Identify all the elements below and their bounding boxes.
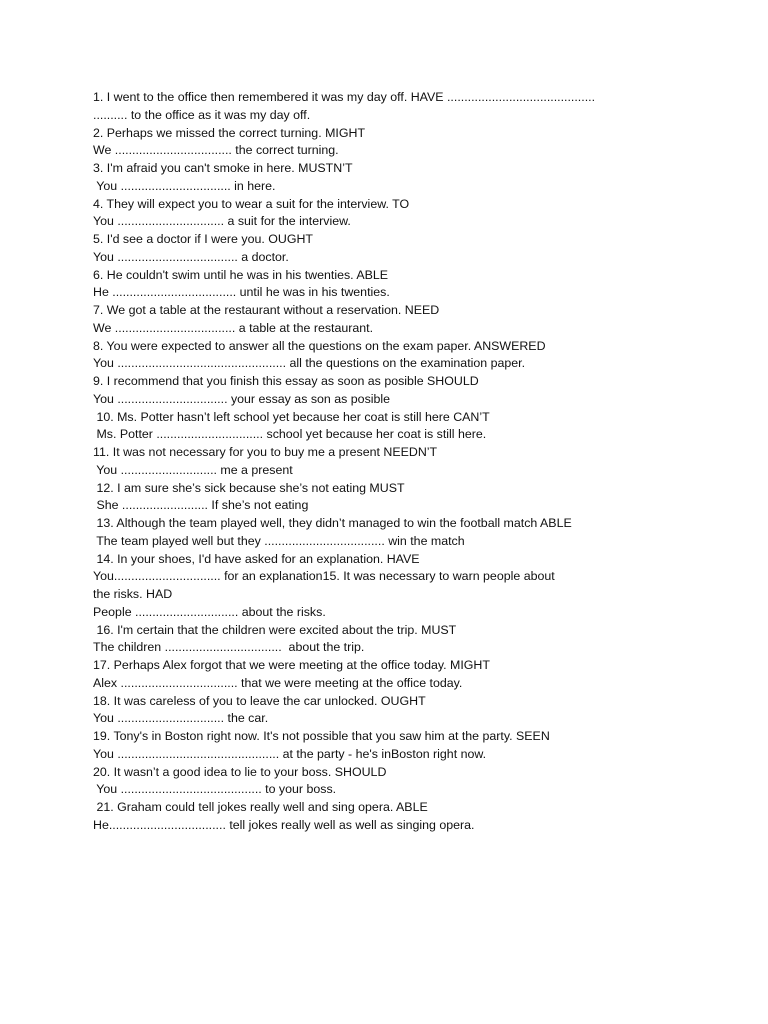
text-line: You ................................ in here.	[93, 178, 276, 193]
text-line: 17. Perhaps Alex forgot that we were meeting at the office today. MIGHT	[93, 658, 490, 672]
text-line: 12. I am sure she’s sick because she’s not eating MUST	[93, 480, 405, 495]
text-line: 10. Ms. Potter hasn’t left school yet because her coat is still here CAN’T	[93, 409, 490, 424]
text-line: 14. In your shoes, I'd have asked for an explanation. HAVE	[93, 551, 420, 566]
text-line: the risks. HAD	[93, 587, 173, 601]
text-line: She ......................... If she’s not eating	[93, 498, 309, 513]
text-line: Ms. Potter ............................... school yet because her coat is still here.	[93, 427, 487, 442]
text-line: You ......................................... to your boss.	[93, 782, 337, 797]
text-line: You............................... for an explanation15. It was necessary to warn people about	[93, 569, 555, 584]
text-line: You ................................................. all the questions on the examination paper.	[93, 356, 526, 371]
text-line: 6. He couldn't swim until he was in his twenties. ABLE	[93, 267, 389, 282]
text-line: 20. It wasn’t a good idea to lie to your boss. SHOULD	[93, 764, 387, 779]
text-line: We .................................. the correct turning.	[93, 143, 339, 158]
text-line: 1. I went to the office then remembered it was my day off. HAVE ...........................................	[93, 90, 596, 104]
text-line: 11. It was not necessary for you to buy me a present NEEDN’T	[93, 445, 438, 459]
text-line: 2. Perhaps we missed the correct turning. MIGHT	[93, 125, 366, 140]
text-line: You ................................... a doctor.	[93, 249, 289, 264]
text-line: You ............................... a suit for the interview.	[93, 214, 351, 229]
exercise-text	[93, 89, 733, 835]
text-line: 19. Tony's in Boston right now. It's not possible that you saw him at the party. SEEN	[93, 729, 550, 743]
text-line: 8. You were expected to answer all the questions on the exam paper. ANSWERED	[93, 338, 546, 353]
text-line: You ................................ your essay as son as posible	[93, 391, 391, 406]
text-line: 9. I recommend that you finish this essay as soon as posible SHOULD	[93, 374, 479, 388]
text-line: He .................................... until he was in his twenties.	[93, 285, 390, 300]
text-line: 21. Graham could tell jokes really well and sing opera. ABLE	[93, 800, 428, 814]
text-line: The children .................................. about the trip.	[93, 640, 365, 655]
text-line: He.................................. tell jokes really well as well as singing opera.	[93, 817, 475, 832]
text-line: Alex .................................. that we were meeting at the office today.	[93, 675, 463, 690]
text-line: People .............................. about the risks.	[93, 604, 326, 619]
text-line: You ............................................... at the party - he's inBoston right now.	[93, 746, 487, 761]
text-line: 18. It was careless of you to leave the car unlocked. OUGHT	[93, 693, 426, 708]
text-line: 3. I'm afraid you can't smoke in here. MUSTN’T	[93, 161, 353, 175]
text-line: The team played well but they ................................... win the match	[93, 533, 465, 548]
text-line: You ............................... the car.	[93, 711, 269, 726]
text-line: You ............................ me a present	[93, 462, 293, 477]
text-line: 7. We got a table at the restaurant without a reservation. NEED	[93, 303, 440, 317]
text-line: .......... to the office as it was my day off.	[93, 107, 311, 122]
text-line: We ................................... a table at the restaurant.	[93, 320, 374, 335]
text-line: 16. I'm certain that the children were excited about the trip. MUST	[93, 622, 457, 637]
text-line: 4. They will expect you to wear a suit for the interview. TO	[93, 196, 410, 211]
text-line: 13. Although the team played well, they didn’t managed to win the football match ABLE	[93, 516, 572, 530]
text-line: 5. I'd see a doctor if I were you. OUGHT	[93, 232, 313, 246]
